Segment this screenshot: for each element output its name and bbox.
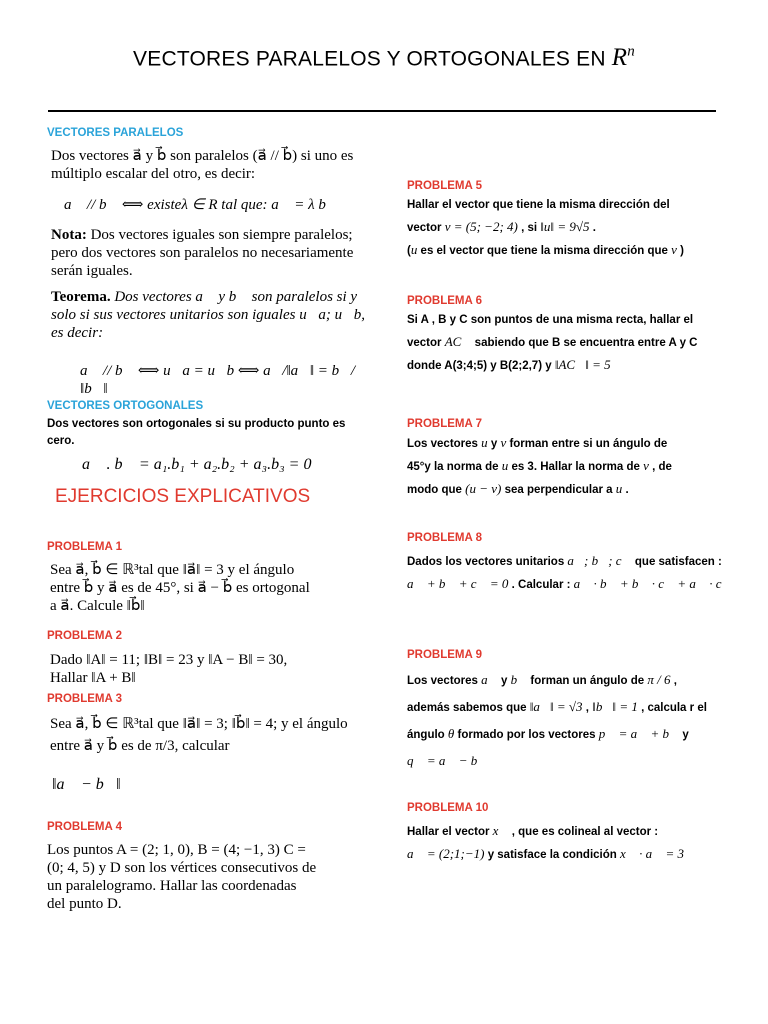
problem-6-line-2 — [407, 331, 737, 354]
paralelos-formula: a⃗ // b⃗ ⟺ existeλ ∈ R tal que: a⃗ = λ b⃗ — [64, 197, 338, 213]
p5-math: ‖u‖ = 9√5 — [540, 219, 590, 234]
p9-math: q⃗ = a⃗ − b⃗ — [407, 753, 488, 768]
p8-text: Dados los vectores unitarios — [407, 556, 565, 568]
p7-text: , de — [652, 461, 672, 473]
p7-text: forman entre si un ángulo de — [509, 438, 668, 450]
p9-math: ‖a⃗‖ = √3 — [529, 699, 583, 714]
p10-text: y satisface la condición — [487, 849, 617, 861]
p10-math: x⃗ — [492, 823, 509, 838]
ortogonales-definition: Dos vectores son ortogonales si su producto punto es cero. — [47, 418, 346, 447]
title-math-base: R — [611, 44, 628, 72]
title-math — [612, 44, 635, 71]
p9-text: forman un ángulo de — [530, 675, 645, 687]
problem-6-text — [407, 309, 737, 377]
p7-text: y — [490, 438, 498, 450]
p9-text: Los vectores — [407, 675, 478, 687]
p7-text: es 3. Hallar la norma de — [511, 461, 640, 473]
p5-math: v — [671, 242, 677, 257]
problem-10-line-1 — [407, 820, 737, 843]
problem-9-line-3 — [407, 721, 747, 748]
page-title — [0, 44, 768, 72]
p7-text: . — [625, 484, 629, 496]
problem-3-label: PROBLEMA 3 — [47, 693, 122, 705]
p7-math: (u − v) — [465, 481, 502, 496]
problem-5-text — [407, 194, 737, 262]
p10-math: x⃗ · a⃗ = 3 — [620, 846, 685, 861]
teorema-formula: a⃗ // b⃗ ⟺ u⃗a = u⃗b ⟺ a⃗/‖a⃗‖ = b⃗/‖b⃗‖ — [80, 363, 356, 397]
p7-math: u — [615, 481, 623, 496]
p9-text: , — [673, 675, 677, 687]
problem-6-line-1: Si A , B y C son puntos de una misma recta, hallar el — [407, 314, 694, 326]
problem-9-line-1 — [407, 667, 747, 694]
problem-5-line-1: Hallar el vector que tiene la misma dirección del — [407, 199, 670, 211]
p10-math: a⃗ = (2;1;−1) — [407, 846, 485, 861]
p5-text: ( — [407, 245, 411, 257]
p6-math: ‖AC⃗‖ = 5 — [554, 357, 611, 372]
problem-7-line-3 — [407, 478, 737, 501]
paralelos-definition: Dos vectores a⃗ y b⃗ son paralelos (a⃗ // b⃗) si uno es múltiplo escalar del otro, es decir: — [51, 148, 354, 182]
p8-math: a⃗ + b⃗ + c⃗ = 0 — [407, 576, 509, 591]
p5-text: ) — [680, 245, 684, 257]
p9-text: , — [585, 702, 589, 714]
ortogonales-formula: a⃗ . b⃗ = a₁.b₁ + a₂.b₂ + a₃.b₃ = 0 — [82, 456, 312, 473]
problem-8-label: PROBLEMA 8 — [407, 532, 482, 544]
p9-math: b⃗ — [510, 672, 528, 687]
p5-math: u — [410, 242, 418, 257]
problem-8-line-2 — [407, 573, 737, 596]
problem-5-line-2 — [407, 216, 737, 239]
p9-math: π / 6 — [647, 672, 671, 687]
p8-math: a⃗ · b⃗ + b⃗ · c⃗ + a⃗ · c⃗ — [573, 576, 732, 591]
teorema-label: Teorema. — [51, 289, 111, 305]
teorema-block — [51, 288, 369, 342]
p5-text: vector — [407, 222, 442, 234]
teorema-text: Dos vectores a⃗ y b⃗ son paralelos si y solo si sus vectores unitarios son iguales u⃗a; u⃗b, es decir: — [51, 289, 366, 341]
title-rule — [48, 110, 716, 112]
p9-text: ángulo — [407, 729, 445, 741]
p8-text: . Calcular : — [511, 579, 571, 591]
problem-8-line-1 — [407, 550, 737, 573]
p8-text: que satisfacen : — [634, 556, 722, 568]
problem-6-line-3 — [407, 354, 737, 377]
p10-text: , que es colineal al vector : — [511, 826, 659, 838]
p5-text: , si — [521, 222, 538, 234]
nota-text: Dos vectores iguales son siempre paralelos; pero dos vectores son paralelos no necesariamente serán iguales. — [51, 227, 354, 279]
p5-math: v = (5; −2; 4) — [444, 219, 518, 234]
p7-math: u — [481, 435, 488, 450]
heading-ortogonales: VECTORES ORTOGONALES — [47, 400, 204, 412]
p6-text: vector — [407, 337, 442, 349]
p7-text: 45°y la norma de — [407, 461, 499, 473]
p9-math: a⃗ — [481, 672, 498, 687]
p9-math: θ — [447, 726, 455, 741]
p6-text: donde A(3;4;5) y B(2;2,7) y — [407, 360, 552, 372]
problem-8-text — [407, 550, 737, 596]
problem-3-expression: ‖a⃗ − b⃗‖ — [52, 776, 121, 793]
p7-text: Los vectores — [407, 438, 478, 450]
nota-label: Nota: — [51, 227, 87, 243]
p9-math: p⃗ = a⃗ + b⃗ — [598, 726, 680, 741]
p5-text: es el vector que tiene la misma dirección que — [420, 245, 668, 257]
problem-7-line-2 — [407, 455, 737, 478]
heading-paralelos: VECTORES PARALELOS — [47, 127, 184, 139]
problem-1-text: Sea a⃗, b⃗ ∈ ℝ³tal que ‖a⃗‖ = 3 y el ángulo entre b⃗ y a⃗ es de 45°, si a⃗ − b⃗ es ortogonal a a⃗. Calcule ‖b⃗‖ — [50, 562, 310, 614]
problem-6-label: PROBLEMA 6 — [407, 295, 482, 307]
heading-ejercicios: EJERCICIOS EXPLICATIVOS — [55, 486, 311, 507]
p7-math: v — [500, 435, 507, 450]
p9-math: ‖b⃗‖ = 1 — [592, 699, 638, 714]
problem-9-line-2 — [407, 694, 747, 721]
problem-7-line-1 — [407, 432, 737, 455]
problem-9-line-4 — [407, 748, 747, 775]
problem-9-text — [407, 667, 747, 775]
p9-text: y — [500, 675, 508, 687]
p7-math: u — [501, 458, 509, 473]
p9-text: y — [682, 729, 689, 741]
p6-math: AC⃗ — [444, 334, 472, 349]
p8-math: a⃗; b⃗; c⃗ — [567, 553, 632, 568]
nota-block — [51, 226, 369, 280]
problem-10-text — [407, 820, 737, 866]
problem-7-text — [407, 432, 737, 501]
problem-3-text: Sea a⃗, b⃗ ∈ ℝ³tal que ‖a⃗‖ = 3; ‖b⃗‖ = 4; y el ángulo entre a⃗ y b⃗ es de π/3, calcular — [50, 716, 348, 754]
p6-text: sabiendo que B se encuentra entre A y C — [474, 337, 698, 349]
p7-math: v — [643, 458, 649, 473]
p10-text: Hallar el vector — [407, 826, 490, 838]
problem-9-label: PROBLEMA 9 — [407, 649, 482, 661]
title-math-sup: n — [627, 44, 635, 60]
problem-4-text: Los puntos A = (2; 1, 0), B = (4; −1, 3) C = (0; 4, 5) y D son los vértices consecutivos de un paralelogramo. Hallar las coordenadas del punto D. — [47, 842, 317, 912]
problem-2-label: PROBLEMA 2 — [47, 630, 122, 642]
problem-5-label: PROBLEMA 5 — [407, 180, 482, 192]
problem-7-label: PROBLEMA 7 — [407, 418, 482, 430]
p7-text: modo que — [407, 484, 462, 496]
problem-4-label: PROBLEMA 4 — [47, 821, 122, 833]
p9-text: además sabemos que — [407, 702, 527, 714]
problem-2-text: Dado ‖A‖ = 11; ‖B‖ = 23 y ‖A − B‖ = 30, Hallar ‖A + B‖ — [50, 652, 288, 686]
problem-10-label: PROBLEMA 10 — [407, 802, 489, 814]
p9-text: formado por los vectores — [457, 729, 596, 741]
p9-text: , calcula r el — [641, 702, 707, 714]
problem-1-label: PROBLEMA 1 — [47, 541, 122, 553]
p5-text: . — [592, 222, 596, 234]
problem-5-line-3 — [407, 239, 737, 262]
page-title-text: VECTORES PARALELOS Y ORTOGONALES EN — [133, 47, 606, 71]
problem-10-line-2 — [407, 843, 737, 866]
p7-text: sea perpendicular a — [504, 484, 613, 496]
